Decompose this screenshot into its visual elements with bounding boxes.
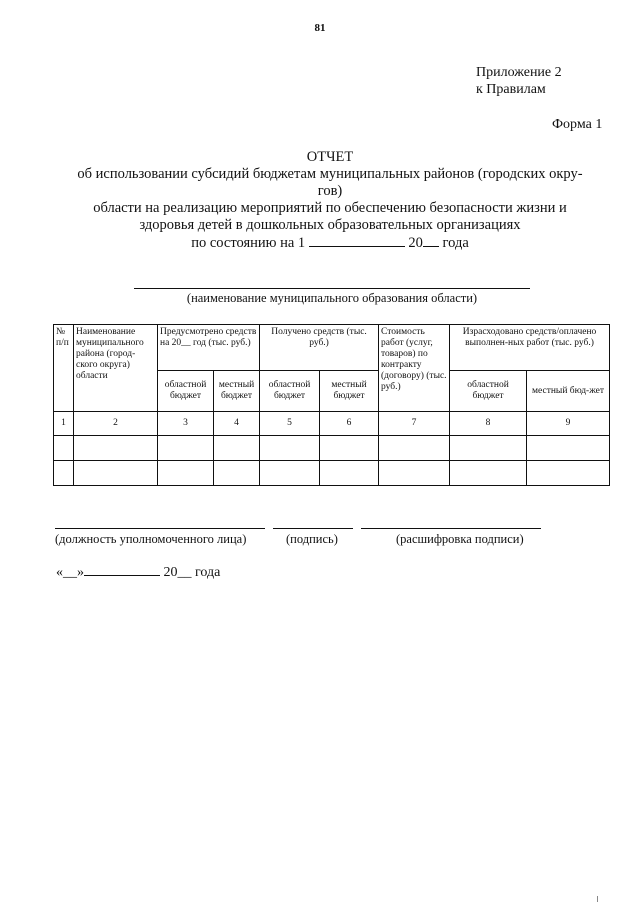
signing-date-line xyxy=(56,563,220,581)
title-line-4: здоровья детей в дошкольных образовательных организациях xyxy=(139,217,521,233)
appendix-line-1: Приложение 2 xyxy=(476,65,562,80)
column-number: 1 xyxy=(54,412,74,436)
title-line-3: области на реализацию мероприятий по обеспечению безопасности жизни и xyxy=(93,200,567,216)
column-number: 6 xyxy=(320,412,379,436)
subheader-planned-local: местный бюджет xyxy=(214,371,260,412)
month-blank[interactable] xyxy=(84,563,160,576)
subheader-received-local: местный бюджет xyxy=(320,371,379,412)
table-row xyxy=(54,436,610,461)
subheader-planned-regional: областной бюджет xyxy=(158,371,214,412)
date-year-field: 20__ xyxy=(163,565,192,580)
decoding-blank-line[interactable] xyxy=(361,528,541,529)
table-column-numbers-row xyxy=(54,412,610,436)
table-cell[interactable] xyxy=(54,436,74,461)
position-caption: (должность уполномоченного лица) xyxy=(55,532,247,546)
date-day-open: «__» xyxy=(56,565,84,580)
header-municipality-name: Наименование муниципального района (город-ского округа) области xyxy=(74,325,158,412)
decoding-caption: (расшифровка подписи) xyxy=(396,532,524,546)
year-blank[interactable] xyxy=(423,234,439,247)
column-number: 3 xyxy=(158,412,214,436)
table-cell[interactable] xyxy=(379,461,450,486)
date-suffix: года xyxy=(442,235,469,251)
date-year-suffix: года xyxy=(195,565,221,580)
column-number: 8 xyxy=(450,412,527,436)
title-line-1: об использовании субсидий бюджетам муниципальных районов (городских окру- xyxy=(77,166,583,182)
header-spent-funds: Израсходовано средств/оплачено выполнен-ных работ (тыс. руб.) xyxy=(450,325,610,371)
municipality-blank-line[interactable] xyxy=(134,288,530,289)
table-cell[interactable] xyxy=(54,461,74,486)
column-number: 5 xyxy=(260,412,320,436)
table-cell[interactable] xyxy=(527,461,610,486)
column-number: 4 xyxy=(214,412,260,436)
subheader-spent-regional: областной бюджет xyxy=(450,371,527,412)
date-year: 20 xyxy=(408,235,423,251)
column-number: 9 xyxy=(527,412,610,436)
column-number: 7 xyxy=(379,412,450,436)
report-table xyxy=(53,324,610,486)
signature-caption: (подпись) xyxy=(286,532,338,546)
title-line-2: гов) xyxy=(317,183,343,199)
title-date-line xyxy=(60,234,600,252)
appendix-reference xyxy=(476,64,562,98)
header-contract-cost: Стоимость работ (услуг, товаров) по контракту (договору) (тыс. руб.) xyxy=(379,325,450,412)
header-planned-funds: Предусмотрено средств на 20__ год (тыс. руб.) xyxy=(158,325,260,371)
table-cell[interactable] xyxy=(158,436,214,461)
table-cell[interactable] xyxy=(260,461,320,486)
table-cell[interactable] xyxy=(320,436,379,461)
table-cell[interactable] xyxy=(450,436,527,461)
form-label: Форма 1 xyxy=(552,117,603,132)
header-received-funds: Получено средств (тыс. руб.) xyxy=(260,325,379,371)
table-cell[interactable] xyxy=(158,461,214,486)
table-header-row xyxy=(54,325,610,371)
subheader-spent-local: местный бюд-жет xyxy=(527,371,610,412)
municipality-caption: (наименование муниципального образования области) xyxy=(186,291,478,305)
signature-blank-line[interactable] xyxy=(273,528,353,529)
table-cell[interactable] xyxy=(214,461,260,486)
table-cell[interactable] xyxy=(379,436,450,461)
day-month-blank[interactable] xyxy=(309,234,405,247)
table-cell[interactable] xyxy=(320,461,379,486)
table-cell[interactable] xyxy=(260,436,320,461)
report-title xyxy=(60,149,600,252)
table-cell[interactable] xyxy=(74,436,158,461)
date-prefix: по состоянию на 1 xyxy=(191,235,306,251)
appendix-line-2: к Правилам xyxy=(476,82,546,97)
page-number: 81 xyxy=(314,22,326,34)
header-number: № п/п xyxy=(54,325,74,412)
table-cell[interactable] xyxy=(74,461,158,486)
table-cell[interactable] xyxy=(450,461,527,486)
position-blank-line[interactable] xyxy=(55,528,265,529)
table-cell[interactable] xyxy=(214,436,260,461)
column-number: 2 xyxy=(74,412,158,436)
title-heading: ОТЧЕТ xyxy=(306,149,354,165)
table-cell[interactable] xyxy=(527,436,610,461)
table-row xyxy=(54,461,610,486)
subheader-received-regional: областной бюджет xyxy=(260,371,320,412)
scan-mark xyxy=(597,896,598,902)
